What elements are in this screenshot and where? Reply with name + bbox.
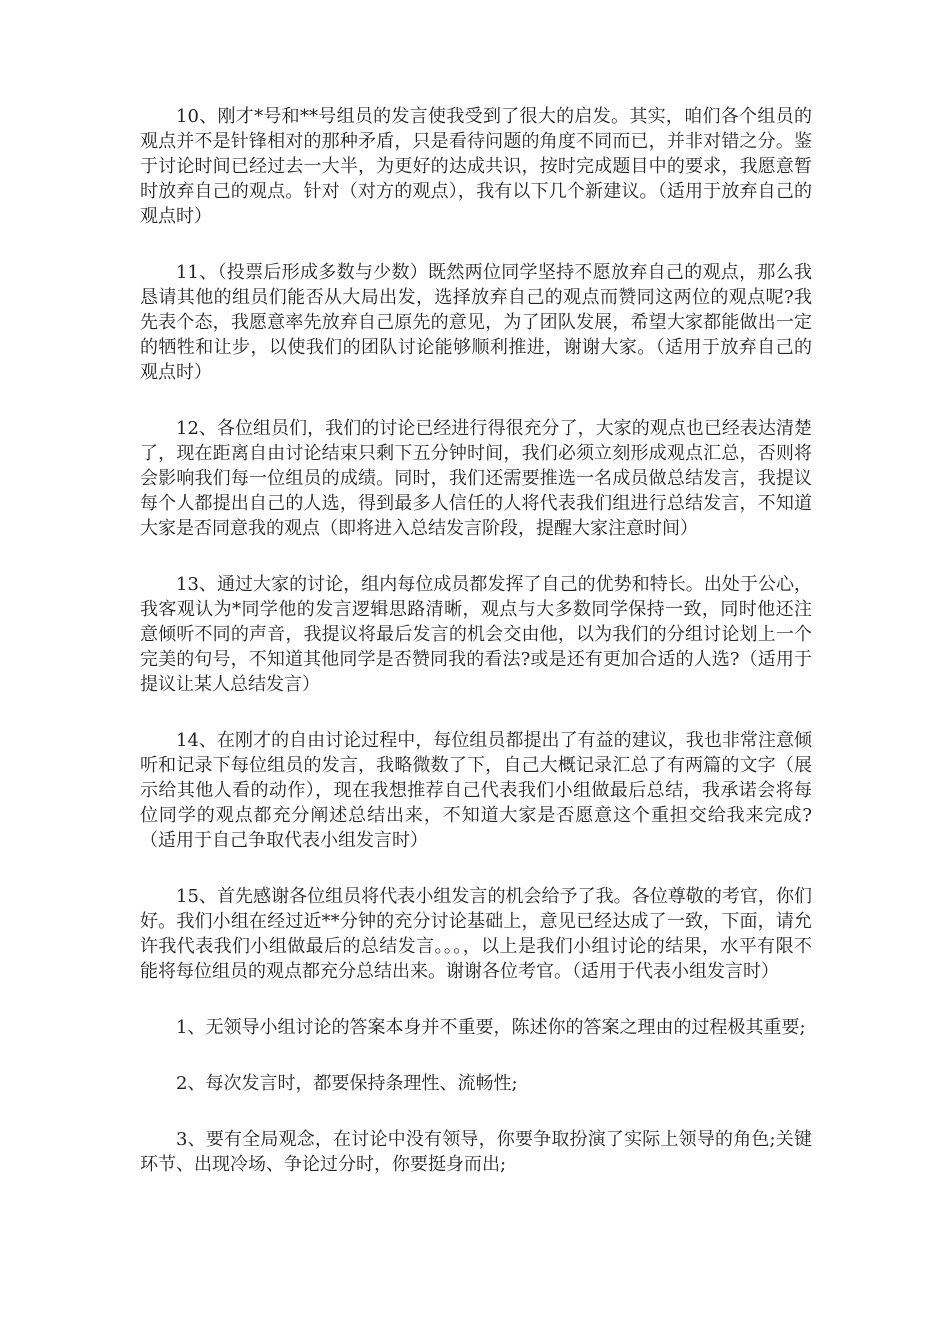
tip-3: 3、要有全局观念，在讨论中没有领导，你要争取扮演了实际上领导的角色;关键环节、出现冷场、争论过分时，你要挺身而出; [140, 1129, 812, 1175]
paragraph-10: 10、刚才*号和**号组员的发言使我受到了很大的启发。其实，咱们各个组员的观点并不是针锋相对的那种矛盾，只是看待问题的角度不同而已，并非对错之分。鉴于讨论时间已经过去一大半，为更好的达成共识，按时完成题目中的要求，我愿意暂时放弃自己的观点。针对（对方的观点），我有以下几个新建议。（适用于放弃自己的观点时） [140, 106, 812, 227]
paragraph-11: 11、（投票后形成多数与少数）既然两位同学坚持不愿放弃自己的观点，那么我恳请其他的组员们能否从大局出发，选择放弃自己的观点而赞同这两位的观点呢?我先表个态，我愿意率先放弃自己原先的意见，为了团队发展，希望大家都能做出一定的牺牲和让步，以使我们的团队讨论能够顺利推进，谢谢大家。（适用于放弃自己的观点时） [140, 262, 812, 383]
paragraph-12: 12、各位组员们，我们的讨论已经进行得很充分了，大家的观点也已经表达清楚了，现在距离自由讨论结束只剩下五分钟时间，我们必须立刻形成观点汇总，否则将会影响我们每一位组员的成绩。同时，我们还需要推选一名成员做总结发言，我提议每个人都提出自己的人选，得到最多人信任的人将代表我们组进行总结发言，不知道大家是否同意我的观点（即将进入总结发言阶段，提醒大家注意时间） [140, 418, 812, 539]
paragraph-13: 13、通过大家的讨论，组内每位成员都发挥了自己的优势和特长。出处于公心，我客观认为*同学他的发言逻辑思路清晰，观点与大多数同学保持一致，同时他还注意倾听不同的声音，我提议将最后发言的机会交由他，以为我们的分组讨论划上一个完美的句号，不知道其他同学是否赞同我的看法?或是还有更加合适的人选?（适用于提议让某人总结发言） [140, 574, 812, 695]
paragraph-15: 15、首先感谢各位组员将代表小组发言的机会给予了我。各位尊敬的考官，你们好。我们小组在经过近**分钟的充分讨论基础上，意见已经达成了一致，下面，请允许我代表我们小组做最后的总结发言。。。，以上是我们小组讨论的结果，水平有限不能将每位组员的观点都充分总结出来。谢谢各位考官。（适用于代表小组发言时） [140, 886, 812, 982]
tip-1: 1、无领导小组讨论的答案本身并不重要，陈述你的答案之理由的过程极其重要; [176, 1017, 806, 1038]
document-page [140, 104, 812, 1208]
paragraph-14: 14、在刚才的自由讨论过程中，每位组员都提出了有益的建议，我也非常注意倾听和记录下每位组员的发言，我略微数了下，自己大概记录汇总了有两篇的文字（展示给其他人看的动作），现在我想推荐自己代表我们小组做最后总结，我承诺会将每位同学的观点都充分阐述总结出来，不知道大家是否愿意这个重担交给我来完成?（适用于自己争取代表小组发言时） [140, 730, 812, 851]
tip-2: 2、每次发言时，都要保持条理性、流畅性; [176, 1073, 518, 1094]
